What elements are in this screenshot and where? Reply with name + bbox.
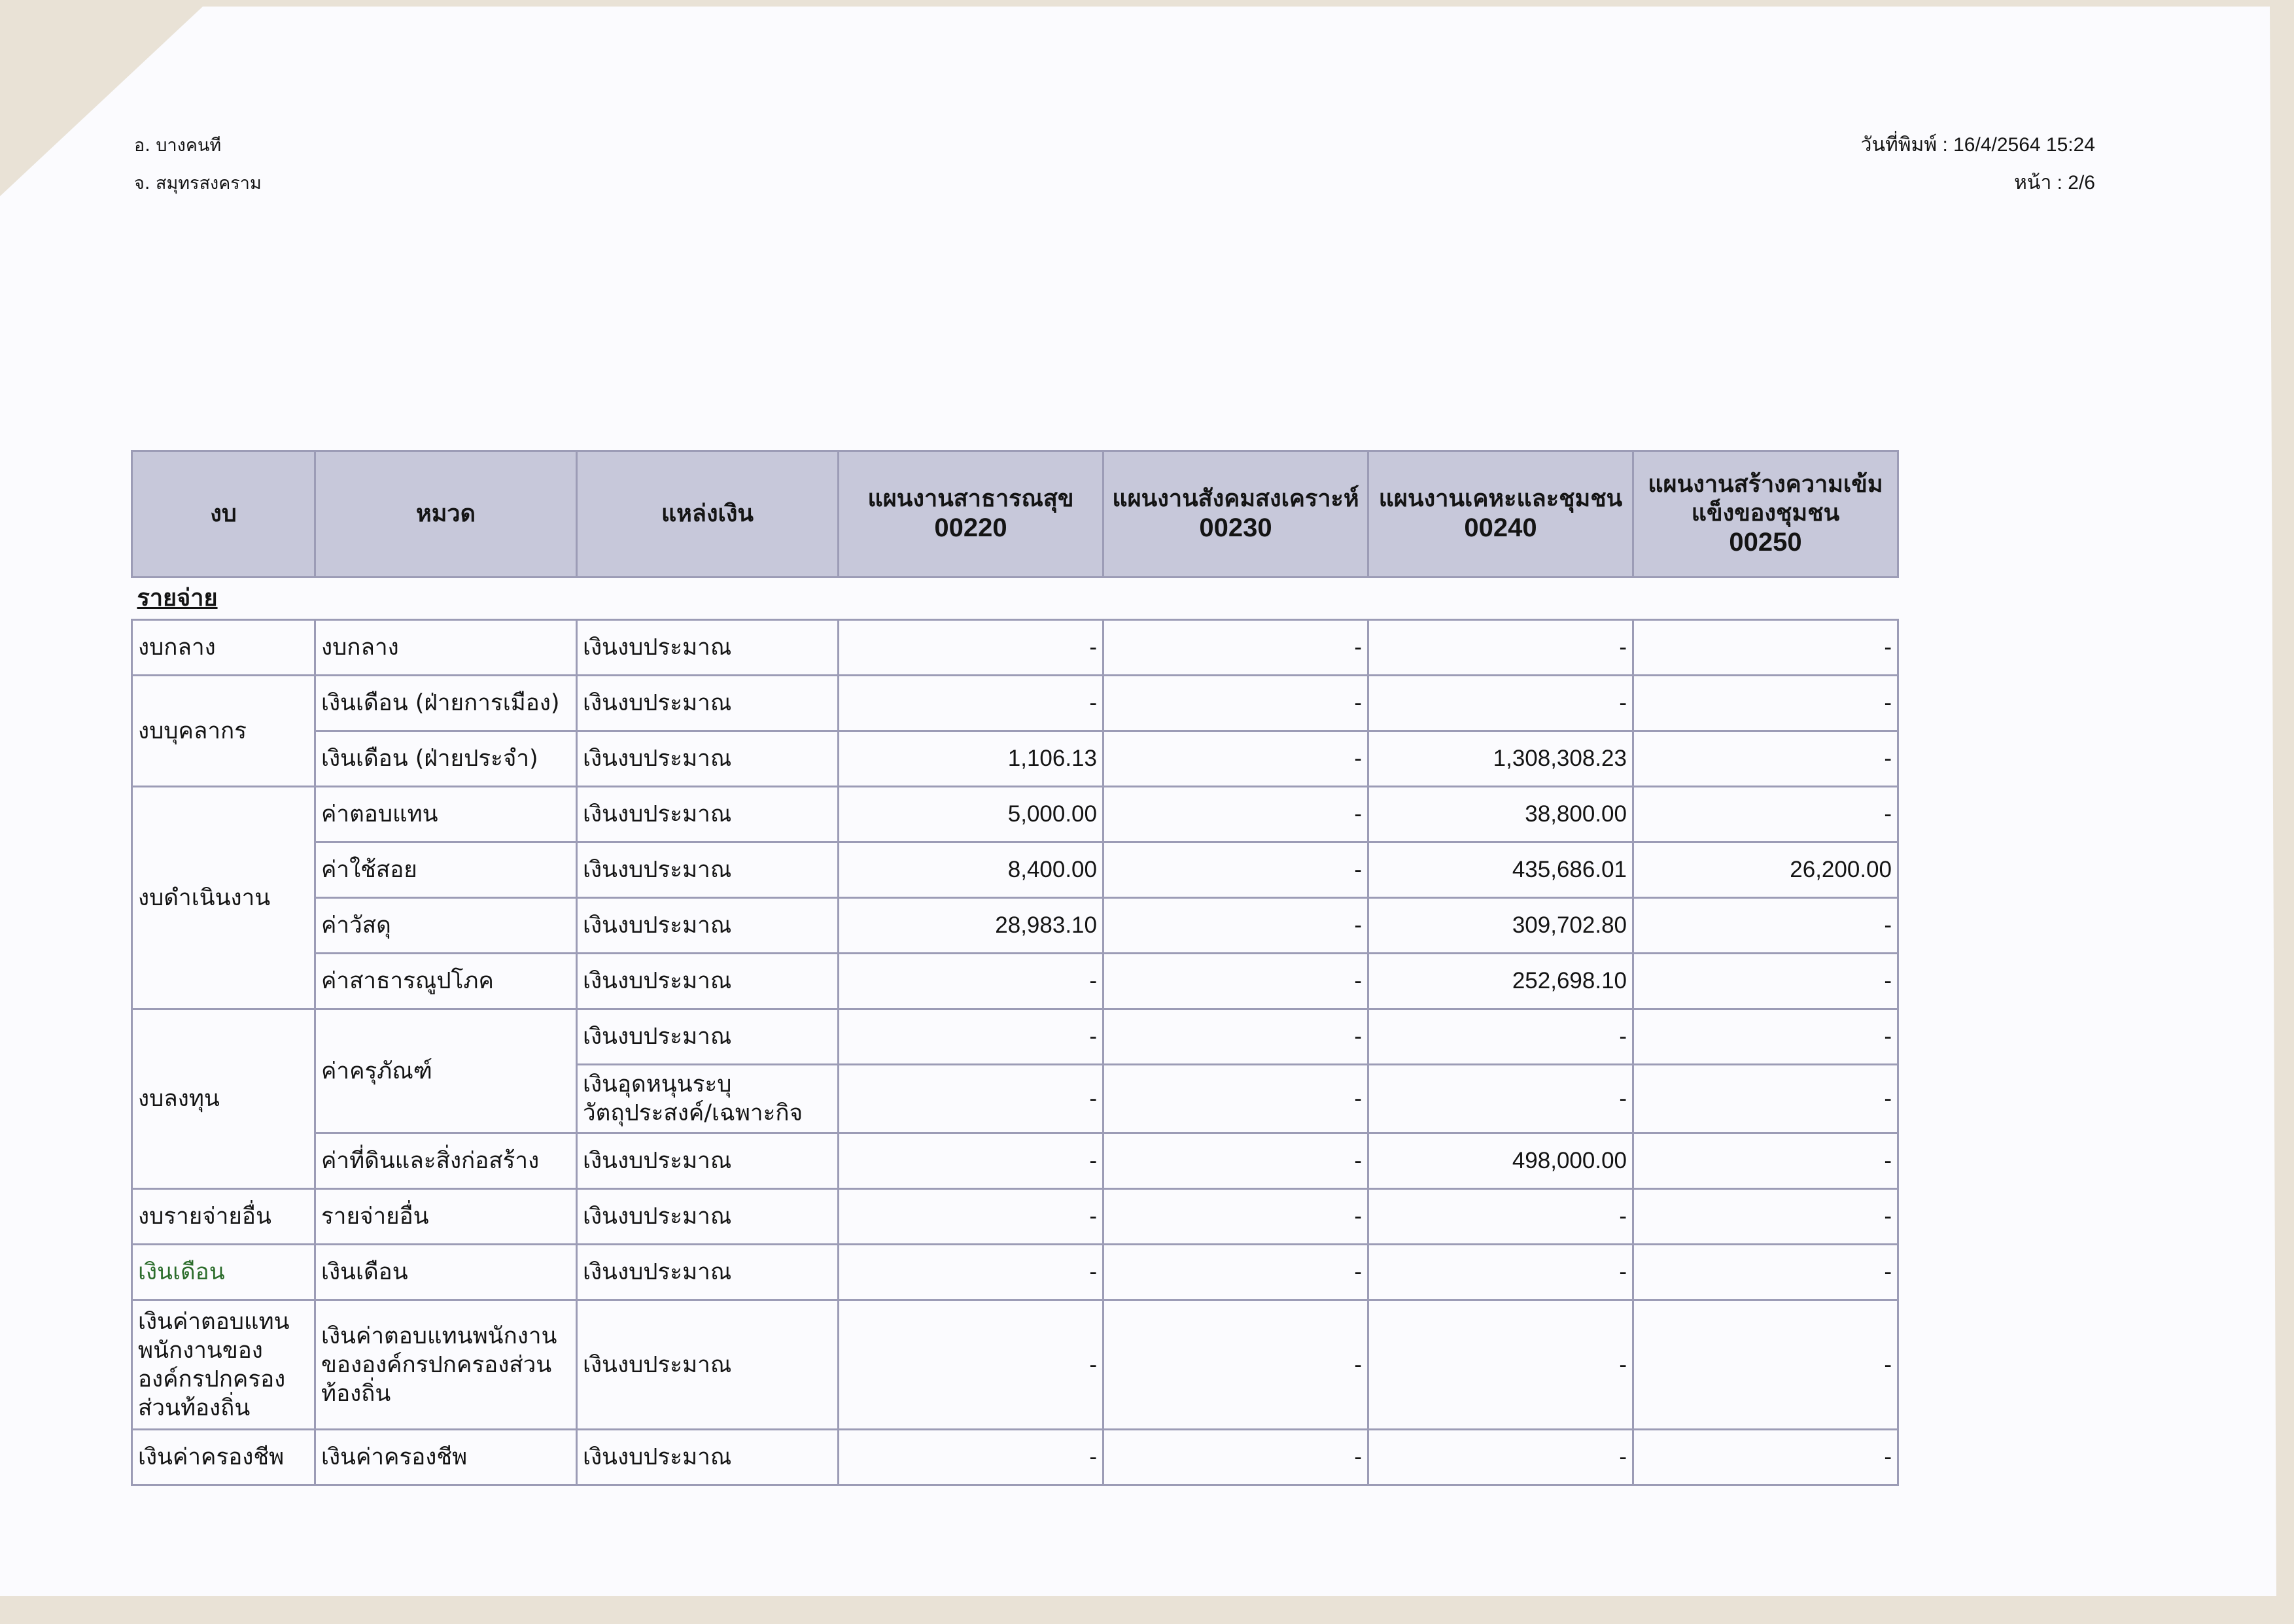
province-label: จ. สมุทรสงคราม (134, 173, 262, 194)
table-row (132, 620, 1898, 676)
table-row (132, 842, 1898, 898)
value-cell: - (1633, 1189, 1898, 1245)
plan-code: 00220 (934, 513, 1007, 542)
value-cell: - (1104, 842, 1368, 898)
col-plan-header (839, 451, 1104, 578)
value-cell: - (1368, 1300, 1633, 1430)
plan-name: แผนงานเคหะและชุมชน (1378, 485, 1623, 512)
table-row (132, 1133, 1898, 1189)
budget-cell: งบบุคลากร (132, 676, 315, 787)
budget-cell: งบลงทุน (132, 1009, 315, 1189)
page-number: หน้า : 2/6 (2014, 172, 2095, 194)
value-cell: 309,702.80 (1368, 898, 1633, 954)
category-cell: ค่าใช้สอย (315, 842, 577, 898)
source-cell: เงินงบประมาณ (577, 1189, 839, 1245)
value-cell: - (839, 1065, 1104, 1133)
value-cell: - (1104, 787, 1368, 842)
category-cell: เงินเดือน (ฝ่ายประจำ) (315, 731, 577, 787)
source-cell: เงินงบประมาณ (577, 954, 839, 1009)
value-cell: - (1633, 1300, 1898, 1430)
value-cell: - (1104, 676, 1368, 731)
value-cell: - (839, 1300, 1104, 1430)
source-cell: เงินงบประมาณ (577, 1009, 839, 1065)
plan-name: แผนงานสร้างความเข้มแข็งของชุมชน (1648, 471, 1883, 527)
value-cell: - (1104, 1430, 1368, 1485)
value-cell: - (1368, 676, 1633, 731)
value-cell: - (839, 676, 1104, 731)
category-cell: งบกลาง (315, 620, 577, 676)
source-cell: เงินงบประมาณ (577, 676, 839, 731)
budget-cell: งบรายจ่ายอื่น (132, 1189, 315, 1245)
source-cell: เงินงบประมาณ (577, 842, 839, 898)
value-cell: - (1104, 954, 1368, 1009)
category-cell: รายจ่ายอื่น (315, 1189, 577, 1245)
value-cell: - (1104, 620, 1368, 676)
value-cell: - (1633, 1245, 1898, 1300)
budget-cell: เงินค่าครองชีพ (132, 1430, 315, 1485)
plan-name: แผนงานสังคมสงเคราะห์ (1112, 485, 1359, 512)
source-cell: เงินอุดหนุนระบุวัตถุประสงค์/เฉพาะกิจ (577, 1065, 839, 1133)
table-row (132, 1189, 1898, 1245)
value-cell: - (1104, 1009, 1368, 1065)
value-cell: - (1368, 1189, 1633, 1245)
value-cell: - (1104, 1245, 1368, 1300)
category-cell: เงินเดือน (315, 1245, 577, 1300)
budget-cell: เงินค่าตอบแทนพนักงานขององค์กรปกครองส่วนท้องถิ่น (132, 1300, 315, 1430)
value-cell: - (1633, 1133, 1898, 1189)
value-cell: - (1104, 1189, 1368, 1245)
value-cell: - (1104, 898, 1368, 954)
value-cell: - (1633, 1430, 1898, 1485)
value-cell: - (1633, 676, 1898, 731)
col-plan-header (1368, 451, 1633, 578)
value-cell: - (839, 1245, 1104, 1300)
table-row (132, 1245, 1898, 1300)
source-cell: เงินงบประมาณ (577, 620, 839, 676)
col-category-header: หมวด (315, 451, 577, 578)
value-cell: - (1633, 731, 1898, 787)
table-row (132, 898, 1898, 954)
source-cell: เงินงบประมาณ (577, 1300, 839, 1430)
source-cell: เงินงบประมาณ (577, 787, 839, 842)
value-cell: 5,000.00 (839, 787, 1104, 842)
table-row (132, 676, 1898, 731)
table-row (132, 1300, 1898, 1430)
value-cell: - (1368, 620, 1633, 676)
value-cell: - (1368, 1245, 1633, 1300)
value-cell: - (839, 1133, 1104, 1189)
category-cell: ค่าวัสดุ (315, 898, 577, 954)
value-cell: - (839, 1430, 1104, 1485)
budget-cell: เงินเดือน (132, 1245, 315, 1300)
col-source-header: แหล่งเงิน (577, 451, 839, 578)
value-cell: 252,698.10 (1368, 954, 1633, 1009)
value-cell: - (1633, 954, 1898, 1009)
category-cell: ค่าสาธารณูปโภค (315, 954, 577, 1009)
col-budget-header: งบ (132, 451, 315, 578)
table-row (132, 954, 1898, 1009)
col-plan-header (1633, 451, 1898, 578)
value-cell: - (1368, 1009, 1633, 1065)
section-row (132, 578, 1898, 620)
value-cell: - (1633, 898, 1898, 954)
value-cell: 435,686.01 (1368, 842, 1633, 898)
table-header-row (132, 451, 1898, 578)
source-cell: เงินงบประมาณ (577, 1430, 839, 1485)
col-plan-header (1104, 451, 1368, 578)
value-cell: - (839, 1009, 1104, 1065)
plan-code: 00230 (1199, 513, 1272, 542)
value-cell: 8,400.00 (839, 842, 1104, 898)
value-cell: - (839, 1189, 1104, 1245)
budget-cell: งบดำเนินงาน (132, 787, 315, 1009)
value-cell: 26,200.00 (1633, 842, 1898, 898)
value-cell: - (839, 620, 1104, 676)
value-cell: - (1368, 1065, 1633, 1133)
source-cell: เงินงบประมาณ (577, 1133, 839, 1189)
table-row (132, 731, 1898, 787)
category-cell: เงินค่าตอบแทนพนักงานขององค์กรปกครองส่วนท้องถิ่น (315, 1300, 577, 1430)
value-cell: - (1633, 620, 1898, 676)
source-cell: เงินงบประมาณ (577, 731, 839, 787)
value-cell: 1,106.13 (839, 731, 1104, 787)
table-row (132, 1430, 1898, 1485)
plan-code: 00250 (1729, 528, 1802, 557)
budget-cell: งบกลาง (132, 620, 315, 676)
section-title: รายจ่าย (137, 585, 218, 612)
value-cell: - (1104, 1300, 1368, 1430)
category-cell: ค่าครุภัณฑ์ (315, 1009, 577, 1133)
plan-code: 00240 (1464, 513, 1537, 542)
value-cell: - (1104, 1133, 1368, 1189)
value-cell: 498,000.00 (1368, 1133, 1633, 1189)
category-cell: ค่าตอบแทน (315, 787, 577, 842)
value-cell: - (1104, 1065, 1368, 1133)
table-row (132, 787, 1898, 842)
source-cell: เงินงบประมาณ (577, 1245, 839, 1300)
value-cell: - (1368, 1430, 1633, 1485)
budget-table (131, 450, 1899, 1486)
value-cell: - (1633, 1009, 1898, 1065)
print-date: วันที่พิมพ์ : 16/4/2564 15:24 (1860, 134, 2095, 156)
value-cell: - (839, 954, 1104, 1009)
value-cell: - (1633, 1065, 1898, 1133)
value-cell: 1,308,308.23 (1368, 731, 1633, 787)
source-cell: เงินงบประมาณ (577, 898, 839, 954)
category-cell: เงินเดือน (ฝ่ายการเมือง) (315, 676, 577, 731)
table-row (132, 1009, 1898, 1065)
value-cell: 28,983.10 (839, 898, 1104, 954)
category-cell: ค่าที่ดินและสิ่งก่อสร้าง (315, 1133, 577, 1189)
district-label: อ. บางคนที (134, 135, 222, 156)
plan-name: แผนงานสาธารณสุข (867, 485, 1074, 512)
value-cell: - (1633, 787, 1898, 842)
value-cell: - (1104, 731, 1368, 787)
value-cell: 38,800.00 (1368, 787, 1633, 842)
category-cell: เงินค่าครองชีพ (315, 1430, 577, 1485)
